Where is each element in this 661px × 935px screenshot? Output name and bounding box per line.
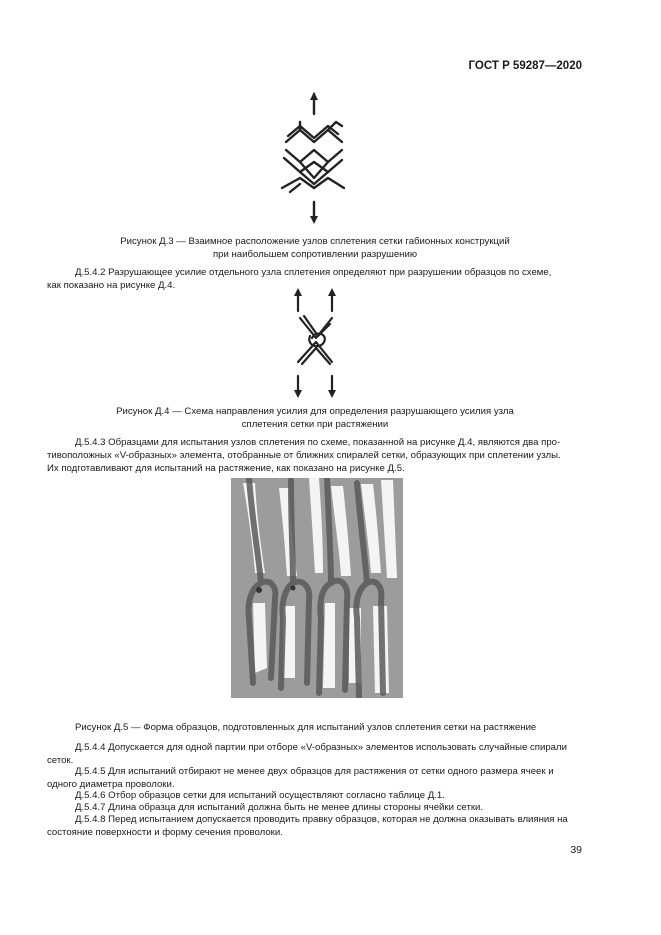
document-header: ГОСТ Р 59287—2020 [468,60,582,72]
paragraph-d548-line2: состояние поверхности и форму сечения проволоки. [47,827,283,838]
figure-d4-caption [40,405,590,431]
figure-d3-knot-diagram [270,92,360,227]
paragraph-d544 [47,741,584,767]
paragraph-d545-line2: одного диаметра проволоки. [47,779,175,790]
figure-d4-force-diagram [288,286,344,401]
paragraph-d548 [47,813,584,839]
paragraph-d545 [47,765,584,791]
page-number: 39 [570,844,582,856]
figure-d5-caption: Рисунок Д.5 — Форма образцов, подготовленных для испытаний узлов сплетения сетки на растяжение [75,722,537,733]
figure-d4-caption-line2: сплетения сетки при растяжении [241,419,389,430]
paragraph-d543 [47,436,584,475]
figure-d3-caption [40,235,590,261]
paragraph-d543-line3: Их подготавливают для испытаний на растяжение, как показано на рисунке Д.5. [47,463,405,474]
figure-d4-caption-line1: Рисунок Д.4 — Схема направления усилия для определения разрушающего усилия узла [116,406,514,417]
figure-d5-specimen-photo [231,478,403,698]
paragraph-d548-line1: Д.5.4.8 Перед испытанием допускается проводить правку образцов, которая не должна оказывать влияния на [75,814,568,825]
paragraph-d542-line2: как показано на рисунке Д.4. [47,280,176,291]
paragraph-d542-line1: Д.5.4.2 Разрушающее усилие отдельного узла сплетения определяют при разрушении образцов по схеме, [75,267,552,278]
paragraph-d543-line2: тивоположных «V-образных» элемента, отобранные от ближних спиралей сетки, образующих при сплетении узлы. [47,450,561,461]
figure-d3-caption-line1: Рисунок Д.3 — Взаимное расположение узлов сплетения сетки габионных конструкций [120,236,510,247]
paragraph-d547-text: Д.5.4.7 Длина образца для испытаний должна быть не менее длины стороны ячейки сетки. [75,802,484,813]
paragraph-d544-line1: Д.5.4.4 Допускается для одной партии при отборе «V-образных» элементов использовать случайные спирали [75,742,567,753]
paragraph-d545-line1: Д.5.4.5 Для испытаний отбирают не менее двух образцов для растяжения от сетки одного размера ячеек и [75,766,554,777]
figure-d3-caption-line2: при наибольшем сопротивлении разрушению [212,249,418,260]
paragraph-d543-line1: Д.5.4.3 Образцами для испытания узлов сплетения по схеме, показанной на рисунке Д.4, являются два про- [75,437,561,448]
paragraph-d544-line2: сеток. [47,755,74,766]
paragraph-d546-text: Д.5.4.6 Отбор образцов сетки для испытаний осуществляют согласно таблице Д.1. [75,790,445,801]
